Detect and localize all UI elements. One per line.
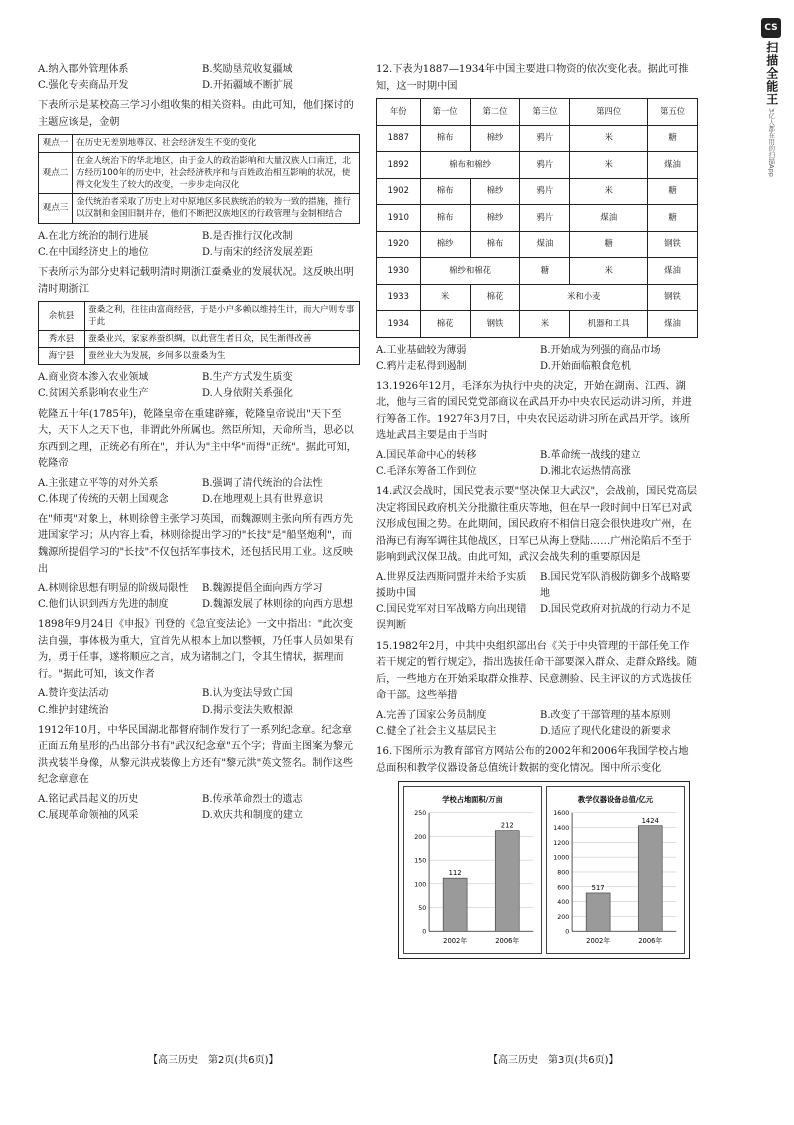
table-cell: 棉布 — [420, 178, 470, 205]
option-a: A.完善了国家公务员制度 — [376, 709, 487, 721]
option-a: A.在北方统治的制行进展 — [38, 230, 149, 242]
table-cell: 米 — [520, 311, 570, 338]
table-cell: 棉纱和棉花 — [420, 258, 520, 285]
option-c: C.国民党军对日军战略方向出现错误判断 — [376, 604, 527, 632]
table-cell: 棉纱 — [470, 205, 520, 232]
chart-title: 学校占地面积/万亩 — [442, 794, 503, 804]
option-d: D.魏源发展了林则徐的向西方思想 — [202, 599, 353, 611]
table-cell: 煤油 — [648, 258, 698, 285]
x-tick-label: 2006年 — [495, 937, 520, 946]
table-header-cell: 年份 — [377, 99, 421, 126]
table-row — [377, 258, 698, 285]
table-cell: 鸦片 — [520, 205, 570, 232]
table-row — [39, 152, 360, 194]
q13-options — [376, 448, 698, 480]
page-footer-left: 【高三历史 第2页(共6页)】 — [148, 1055, 279, 1066]
y-tick-label: 100 — [414, 881, 427, 889]
table-cell: 棉纱 — [470, 178, 520, 205]
table-cell: 棉花 — [470, 284, 520, 311]
y-tick-label: 200 — [414, 833, 427, 842]
bar-chart-equipment-value — [547, 787, 684, 953]
y-tick-label: 1600 — [553, 810, 570, 818]
q14-stem: 14.武汉会战时，国民党表示要"坚决保卫大武汉"，会战前，国民党高层决定将国民政府机关分批撤往重庆等地，但在早一段时间中日军已对武汉形成包围之势。在此期间，国民政府不相信日寇会很快进攻广州，在沿海已有海军调往其他战区，日军已从海上登陆……广州沦陷后不至于影响到武汉保卫战。由此可知，武汉会战失利的重要原因是 — [376, 486, 698, 564]
table-row — [377, 205, 698, 232]
q-top-options — [38, 62, 360, 94]
table-row — [377, 125, 698, 152]
option-d: D.欢庆共和制度的建立 — [202, 810, 303, 822]
table-row — [39, 302, 360, 331]
bar — [495, 831, 519, 932]
option-b: B.认为变法导致亡国 — [202, 688, 293, 700]
option-a: A.铭记武昌起义的历史 — [38, 793, 139, 805]
option-c: C.展现革命领袖的风采 — [38, 810, 139, 822]
table-cell: 棉布和棉纱 — [420, 152, 520, 179]
option-c: C.贫困关系影响农业生产 — [38, 388, 149, 400]
table-cell: 1934 — [377, 311, 421, 338]
table-cell: 1892 — [377, 152, 421, 179]
table-cell: 棉纱 — [470, 125, 520, 152]
table-row — [39, 194, 360, 223]
y-tick-label: 400 — [557, 899, 570, 907]
table-row — [377, 284, 698, 311]
table-cell: 1902 — [377, 178, 421, 205]
table-cell: 蚕桑之利，往往由富商经营，于是小户多赖以维持生计，而大户则专事于此 — [85, 302, 360, 331]
x-tick-label: 2002年 — [586, 937, 611, 946]
table-row — [377, 152, 698, 179]
table-cell: 棉布 — [470, 231, 520, 258]
bar — [586, 893, 610, 931]
y-tick-label: 600 — [557, 884, 570, 892]
table-cell: 1910 — [377, 205, 421, 232]
table-row — [39, 135, 360, 152]
table-cell: 1887 — [377, 125, 421, 152]
table-header-cell: 第三位 — [520, 99, 570, 126]
page-footer-right: 【高三历史 第3页(共6页)】 — [488, 1055, 619, 1066]
table-cell: 余杭县 — [39, 302, 85, 331]
table-cell: 钢铁 — [648, 231, 698, 258]
option-a: A.国民革命中心的转移 — [376, 449, 477, 461]
option-a: A.工业基础较为薄弱 — [376, 344, 467, 356]
table-header-row — [377, 99, 698, 126]
q8-options — [38, 229, 360, 261]
q9-options — [38, 370, 360, 402]
table-cell: 煤油 — [648, 311, 698, 338]
table-cell: 糖 — [648, 125, 698, 152]
right-column — [376, 62, 698, 959]
scanner-logo — [758, 18, 784, 177]
table-cell: 秀水县 — [39, 331, 85, 348]
y-tick-label: 0 — [565, 928, 570, 936]
table-cell: 米 — [570, 258, 648, 285]
option-c: C.鸦片走私得到遏制 — [376, 360, 467, 372]
table-cell: 1930 — [377, 258, 421, 285]
q13-stem: 13.1926年12月，毛泽东为执行中央的决定，开始在湖南、江西、湖北，他与三省的国民党党部商议在武昌开办中央农民运动讲习所，并进行筹备工作。1927年3月7日，中央农民运动讲习所在武昌开学。该所选址武昌主要是由于当时 — [376, 380, 692, 442]
table-cell: 金代统治者采取了历史上对中原地区多民族统治的较为一致的措施，推行以汉制和金国旧制并存，他们不断把汉族地区的行政管理与金制相结合 — [73, 194, 360, 223]
data-label: 212 — [500, 821, 514, 830]
option-d: D.与南宋的经济发展差距 — [202, 246, 313, 258]
q8-table — [38, 134, 360, 223]
option-d: D.湘北农运热情高涨 — [540, 466, 631, 478]
q12-options — [376, 343, 698, 375]
option-b: B.是否推行汉化改制 — [202, 230, 293, 242]
y-tick-label: 1000 — [553, 854, 570, 862]
option-c: C.体现了传统的天朝上国观念 — [38, 493, 169, 505]
table-cell: 在金人统治下的华北地区，由于金人的政治影响和大量汉族人口南迁，北方经历100年的历史中，社会经济秩序和与百姓政治相互影响的状况，使得文化发生了较大的改变，一步步走向汉化 — [73, 152, 360, 194]
q15-stem: 15.1982年2月，中共中央组织部出台《关于中央管理的干部任免工作若干规定的暂行规定》，指出选拔任命干部要深入群众、走群众路线。随后，一些地方在开始采取群众推荐、民意测验、民主评议的方式选拔任命干部。这些举措 — [376, 640, 697, 702]
table-row — [377, 231, 698, 258]
table-cell: 米 — [420, 284, 470, 311]
option-b: B.奖励垦荒收复疆域 — [202, 64, 293, 75]
y-tick-label: 250 — [414, 810, 427, 818]
table-row — [377, 311, 698, 338]
chart-equipment-value — [546, 786, 685, 954]
table-cell: 观点三 — [39, 194, 73, 223]
q9-table — [38, 301, 360, 365]
data-label: 517 — [591, 884, 605, 893]
bar — [638, 826, 662, 932]
table-cell: 棉花 — [420, 311, 470, 338]
table-cell: 煤油 — [520, 231, 570, 258]
y-tick-label: 800 — [557, 869, 570, 877]
table-cell: 鸦片 — [520, 125, 570, 152]
table-cell: 在历史无差别地尊汉、社会经济发生不变的变化 — [73, 135, 360, 152]
q13-left-stem: 1912年10月，中华民国湖北都督府制作发行了一系列纪念章。纪念章正面五角星形的凸出部分书有"武汉纪念章"五个字；背面主图案为黎元洪戎装半身像，从黎元洪戎装像上方还有"黎元洪"英文签名。制作这些纪念章意在 — [38, 724, 353, 786]
table-cell: 1933 — [377, 284, 421, 311]
y-tick-label: 150 — [414, 857, 427, 865]
table-row — [377, 178, 698, 205]
q8-stem: 下表所示是某校高三学习小组收集的相关资料。由此可知，他们探讨的主题应该是，金朝 — [38, 100, 354, 128]
q10-options — [38, 476, 360, 508]
scanner-sub: 3亿人都在用的扫描App — [767, 108, 776, 177]
q12-stem: 12.下表为1887—1934年中国主要进口物资的依次变化表。据此可推知，这一时期中国 — [376, 64, 689, 92]
y-tick-label: 50 — [418, 905, 427, 913]
table-cell: 米 — [570, 125, 648, 152]
table-cell: 鸦片 — [520, 178, 570, 205]
left-column — [38, 62, 360, 828]
option-a: A.林则徐思想有明显的阶级局限性 — [38, 583, 189, 595]
table-cell: 蚕桑业兴，家家养蚕织绸，以此营生者日众，民生渐得改善 — [85, 331, 360, 348]
table-cell: 棉布 — [420, 205, 470, 232]
option-b: B.强调了清代统治的合法性 — [202, 477, 323, 489]
data-label: 1424 — [641, 816, 659, 825]
option-d: D.人身依附关系强化 — [202, 388, 293, 400]
q13-left-options — [38, 792, 360, 824]
table-cell: 棉纱 — [420, 231, 470, 258]
q11-options — [38, 581, 360, 613]
option-c: C.强化专卖商品开发 — [38, 80, 129, 92]
chart-title: 教学仪器设备总值/亿元 — [578, 794, 653, 804]
option-c: C.维护封建统治 — [38, 704, 109, 716]
option-c: C.在中国经济史上的地位 — [38, 246, 149, 258]
q15-options — [376, 708, 698, 740]
y-tick-label: 1200 — [553, 839, 570, 847]
q16-stem: 16.下图所示为教育部官方网站公布的2002年和2006年我国学校占地总面积和教学仪器设备总值统计数据的变化情况。图中所示变化 — [376, 746, 689, 774]
option-a: A.纳入郡外管理体系 — [38, 64, 129, 75]
table-cell: 钢铁 — [648, 284, 698, 311]
option-b: B.开始成为列强的商品市场 — [540, 344, 661, 356]
option-b: B.传承革命烈士的遗志 — [202, 793, 303, 805]
table-cell: 1920 — [377, 231, 421, 258]
table-header-cell: 第一位 — [420, 99, 470, 126]
q9-stem: 下表所示为部分史料记载明清时期浙江蚕桑业的发展状况。这反映出明清时期浙江 — [38, 267, 354, 295]
table-header-cell: 第五位 — [648, 99, 698, 126]
chart-land-area — [403, 786, 542, 954]
cs-badge: CS — [761, 18, 781, 38]
option-d: D.在地理观上具有世界意识 — [202, 493, 323, 505]
table-cell: 米和小麦 — [520, 284, 648, 311]
option-b: B.生产方式发生质变 — [202, 372, 293, 384]
table-header-cell: 第四位 — [570, 99, 648, 126]
table-cell: 观点一 — [39, 135, 73, 152]
option-b: B.革命统一战线的建立 — [540, 449, 641, 461]
table-cell: 蚕丝业大为发展，乡间多以蚕桑为生 — [85, 348, 360, 365]
table-cell: 煤油 — [570, 205, 648, 232]
table-cell: 米 — [570, 178, 648, 205]
q14-options — [376, 570, 698, 635]
data-label: 112 — [448, 869, 462, 878]
table-cell: 糖 — [520, 258, 570, 285]
option-d: D.开始面临粮食危机 — [540, 360, 631, 372]
bar-chart-land-area — [404, 787, 541, 953]
table-header-cell: 第二位 — [470, 99, 520, 126]
option-c: C.毛泽东筹备工作到位 — [376, 466, 477, 478]
table-cell: 钢铁 — [470, 311, 520, 338]
table-cell: 棉布 — [420, 125, 470, 152]
table-cell: 糖 — [648, 178, 698, 205]
table-cell: 米 — [570, 152, 648, 179]
scanner-brand: 扫描全能王 — [764, 41, 779, 106]
x-tick-label: 2006年 — [638, 937, 663, 946]
option-d: D.适应了现代化建设的新要求 — [540, 725, 671, 737]
y-tick-label: 0 — [422, 928, 427, 936]
option-d: D.揭示变法失败根源 — [202, 704, 293, 716]
option-c: C.健全了社会主义基层民主 — [376, 725, 497, 737]
option-d: D.开拓疆域不断扩展 — [202, 80, 293, 92]
q12-left-stem: 1898年9月24日《申报》刊登的《急宜变法论》一文中指出："此次变法自强，事体极为重大，宜首先从根本上加以整顿，乃任事人员如果有为，勇于任事，遂将顺应之言，成为诸制之门，令其生情状，据理而行。"据此可知，该文作者 — [38, 619, 354, 680]
x-tick-label: 2002年 — [443, 937, 468, 946]
option-b: B.改变了干部管理的基本原则 — [540, 709, 671, 721]
y-tick-label: 1400 — [553, 825, 570, 833]
table-cell: 观点二 — [39, 152, 73, 194]
option-a: A.主张建立平等的对外关系 — [38, 477, 159, 489]
option-a: A.世界反法西斯同盟并未给予实质援助中国 — [376, 571, 527, 600]
option-c: C.他们认识到西方先进的制度 — [38, 599, 169, 611]
table-row — [39, 348, 360, 365]
option-a: A.商业资本渗入农业领域 — [38, 372, 149, 384]
table-row — [39, 331, 360, 348]
table-cell: 糖 — [570, 231, 648, 258]
option-b: B.国民党军队消极防御多个战略要地 — [540, 571, 691, 600]
y-tick-label: 200 — [557, 913, 570, 922]
option-d: D.国民党政府对抗战的行动力不足 — [540, 604, 691, 616]
charts-box — [398, 781, 690, 959]
table-cell: 煤油 — [648, 152, 698, 179]
table-cell: 机器和工具 — [570, 311, 648, 338]
option-b: B.魏源提倡全面向西方学习 — [202, 583, 323, 595]
q10-stem: 乾隆五十年(1785年)，乾隆皇帝在重建辟雍，乾隆皇帝说出"天下至大，天下人之天下也，非谓此外所属也。然臣所知，天命所当，思必以东西到之理，正统必有所在"，并认为"主中华"而得"正统"。据此可知，乾隆帝 — [38, 408, 357, 470]
table-cell: 鸦片 — [520, 152, 570, 179]
bar — [443, 878, 467, 931]
table-cell: 海宁县 — [39, 348, 85, 365]
option-a: A.赞许变法活动 — [38, 688, 109, 700]
table-cell: 糖 — [648, 205, 698, 232]
import-table — [376, 98, 698, 338]
q11-stem: 在"师夷"对象上，林则徐曾主张学习英国，而魏源则主张向所有西方先进国家学习；从内容上看，林则徐提出学习的"长技"是"船坚炮利"，而魏源所提倡学习的"长技"不仅包括军事技术，还包括民用工业。这反映出 — [38, 513, 353, 575]
q12-left-options — [38, 686, 360, 718]
